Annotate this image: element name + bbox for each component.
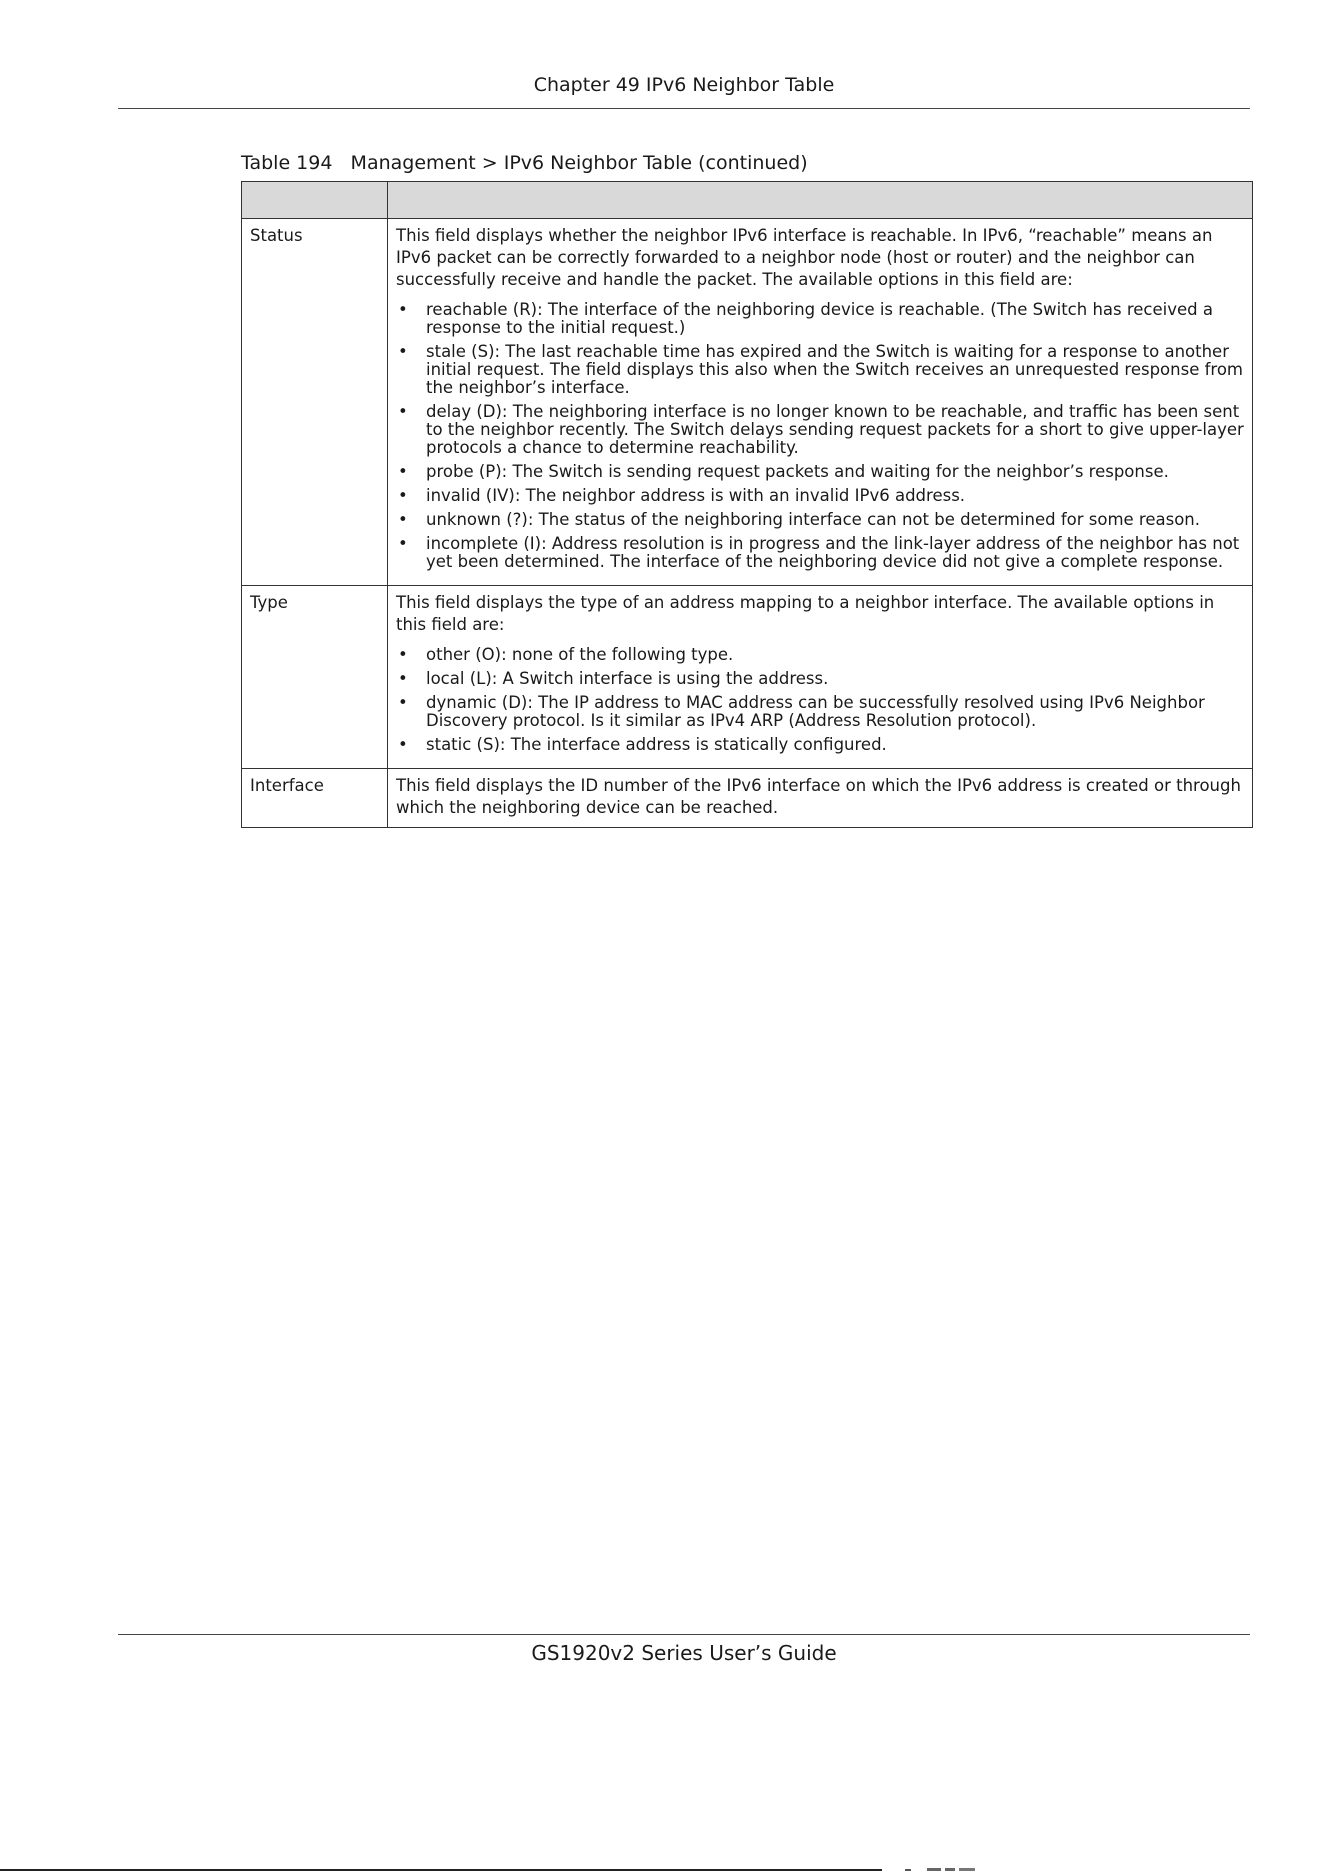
page-header — [118, 70, 1250, 109]
table-header-description — [388, 182, 1253, 219]
row-description — [388, 219, 1253, 586]
list-item: • delay (D): The neighboring interface is no longer known to be reachable, and traffic has been sent to the neighbor recently. The Switch delays sending request packets for a short to give upper-layer protocols a chance to determine reachability. — [396, 403, 1244, 457]
list-item: • dynamic (D): The IP address to MAC address can be successfully resolved using IPv6 Neighbor Discovery protocol. Is it similar as IPv4 ARP (Address Resolution protocol). — [396, 694, 1244, 730]
option-list — [396, 301, 1244, 571]
table-caption: Table 194 Management > IPv6 Neighbor Table (continued) — [241, 152, 808, 174]
guide-title: GS1920v2 Series User’s Guide — [531, 1641, 837, 1665]
option-list — [396, 646, 1244, 754]
list-item: • unknown (?): The status of the neighboring interface can not be determined for some reason. — [396, 511, 1244, 529]
table-row-status — [242, 219, 1253, 586]
page-number-fragment-mark — [905, 1864, 985, 1872]
description-intro: This field displays the ID number of the IPv6 interface on which the IPv6 address is created or through which the neighboring device can be reached. — [396, 776, 1241, 817]
table-row-type — [242, 586, 1253, 769]
list-item: • probe (P): The Switch is sending request packets and waiting for the neighbor’s response. — [396, 463, 1244, 481]
bottom-rule — [0, 1869, 882, 1871]
list-item: • static (S): The interface address is statically configured. — [396, 736, 1244, 754]
row-label: Interface — [242, 769, 388, 828]
list-item: • local (L): A Switch interface is using the address. — [396, 670, 1244, 688]
list-item: • stale (S): The last reachable time has expired and the Switch is waiting for a response to another initial request. The field displays this also when the Switch receives an unrequested response from the neighbor’s interface. — [396, 343, 1244, 397]
row-description — [388, 769, 1253, 828]
table-header-label — [242, 182, 388, 219]
list-item: • invalid (IV): The neighbor address is with an invalid IPv6 address. — [396, 487, 1244, 505]
description-intro: This field displays the type of an address mapping to a neighbor interface. The available options in this field are: — [396, 593, 1215, 634]
row-description — [388, 586, 1253, 769]
ipv6-neighbor-field-table — [241, 181, 1253, 828]
list-item: • other (O): none of the following type. — [396, 646, 1244, 664]
list-item: • reachable (R): The interface of the neighboring device is reachable. (The Switch has received a response to the initial request.) — [396, 301, 1244, 337]
row-label: Status — [242, 219, 388, 586]
page-footer — [118, 1634, 1250, 1665]
list-item: • incomplete (I): Address resolution is in progress and the link-layer address of the neighbor has not yet been determined. The interface of the neighboring device did not give a complete response. — [396, 535, 1244, 571]
table-header-row — [242, 182, 1253, 219]
description-intro: This field displays whether the neighbor IPv6 interface is reachable. In IPv6, “reachable” means an IPv6 packet can be correctly forwarded to a neighbor node (host or router) and the neighbor can successfully receive and handle the packet. The available options in this field are: — [396, 226, 1213, 289]
row-label: Type — [242, 586, 388, 769]
table-row-interface — [242, 769, 1253, 828]
chapter-title: Chapter 49 IPv6 Neighbor Table — [533, 74, 835, 96]
